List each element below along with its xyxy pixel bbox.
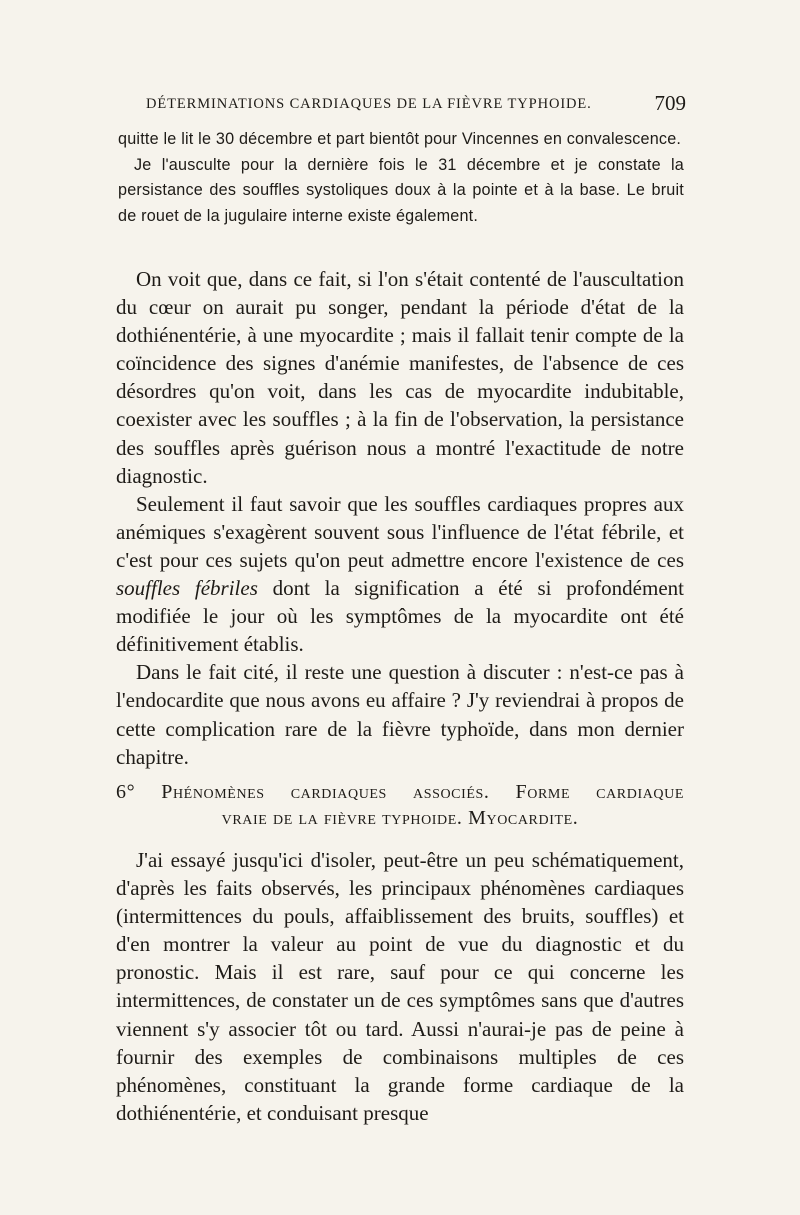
discussion-paragraph-3: Dans le fait cité, il reste une question à discuter : n'est-ce pas à l'endocardite que nous avons eu affaire ? J'y reviendrai à propos de cette complication rare de la fièvre typhoïde, dans mon dernier chapitre. — [116, 660, 684, 769]
section-text — [116, 846, 684, 1127]
observation-paragraph-2: Je l'ausculte pour la dernière fois le 31 décembre et je constate la persistance des souffles systoliques doux à la pointe et à la base. Le bruit de rouet de la jugulaire interne existe également. — [118, 155, 684, 225]
discussion-paragraph-2 — [116, 490, 684, 659]
observation-paragraph-1: quitte le lit le 30 décembre et part bientôt pour Vincennes en convalescence. — [118, 130, 682, 148]
discussion-text — [116, 265, 684, 771]
running-title: DÉTERMINATIONS CARDIAQUES DE LA FIÈVRE TYPHOIDE. — [146, 96, 592, 112]
italic-term: souffles fébriles — [116, 576, 258, 601]
observation-text — [118, 127, 684, 229]
section-heading-line-2: vraie de la fièvre typhoide. Myocardite. — [221, 807, 579, 829]
paragraph-text: dont la signification a été si profondément modifiée le jour où les symptômes de la myocardite ont été définitivement établis. — [116, 576, 684, 657]
page-number: 709 — [654, 91, 686, 115]
section-paragraph-1: J'ai essayé jusqu'ici d'isoler, peut-être un peu schématiquement, d'après les faits observés, les principaux phénomènes cardiaques (intermittences du pouls, affaiblissement des bruits, souffles) et d'en montrer la valeur au point de vue du diagnostic et du pronostic. Mais il est rare, sauf pour ce qui concerne les intermittences, de constater un de ces symptômes sans que d'autres viennent s'y associer tôt ou tard. Aussi n'aurai-je pas de peine à fournir des exemples de combinaisons multiples de ces phénomènes, constituant la grande forme cardiaque de la dothiénentérie, et conduisant presque — [116, 848, 684, 1125]
section-heading — [116, 779, 684, 831]
paragraph-text: Seulement il faut savoir que les souffles cardiaques propres aux anémiques s'exagèrent souvent sous l'influence de l'état fébrile, et c'est pour ces sujets qu'on peut admettre encore l'existence de ces — [116, 491, 684, 572]
section-heading-line-1: 6° Phénomènes cardiaques associés. Forme cardiaque — [116, 781, 684, 803]
discussion-paragraph-1: On voit que, dans ce fait, si l'on s'était contenté de l'auscultation du cœur on aurait pu songer, pendant la période d'état de la dothiénentérie, à une myocardite ; mais il fallait tenir compte de la coïncidence des signes d'anémie manifestes, de l'absence de ces désordres qu'on voit, dans les cas de myocardite indubitable, coexister avec les souffles ; à la fin de l'observation, la persistance des souffles après guérison nous a montré l'exactitude de notre diagnostic. — [116, 267, 684, 488]
